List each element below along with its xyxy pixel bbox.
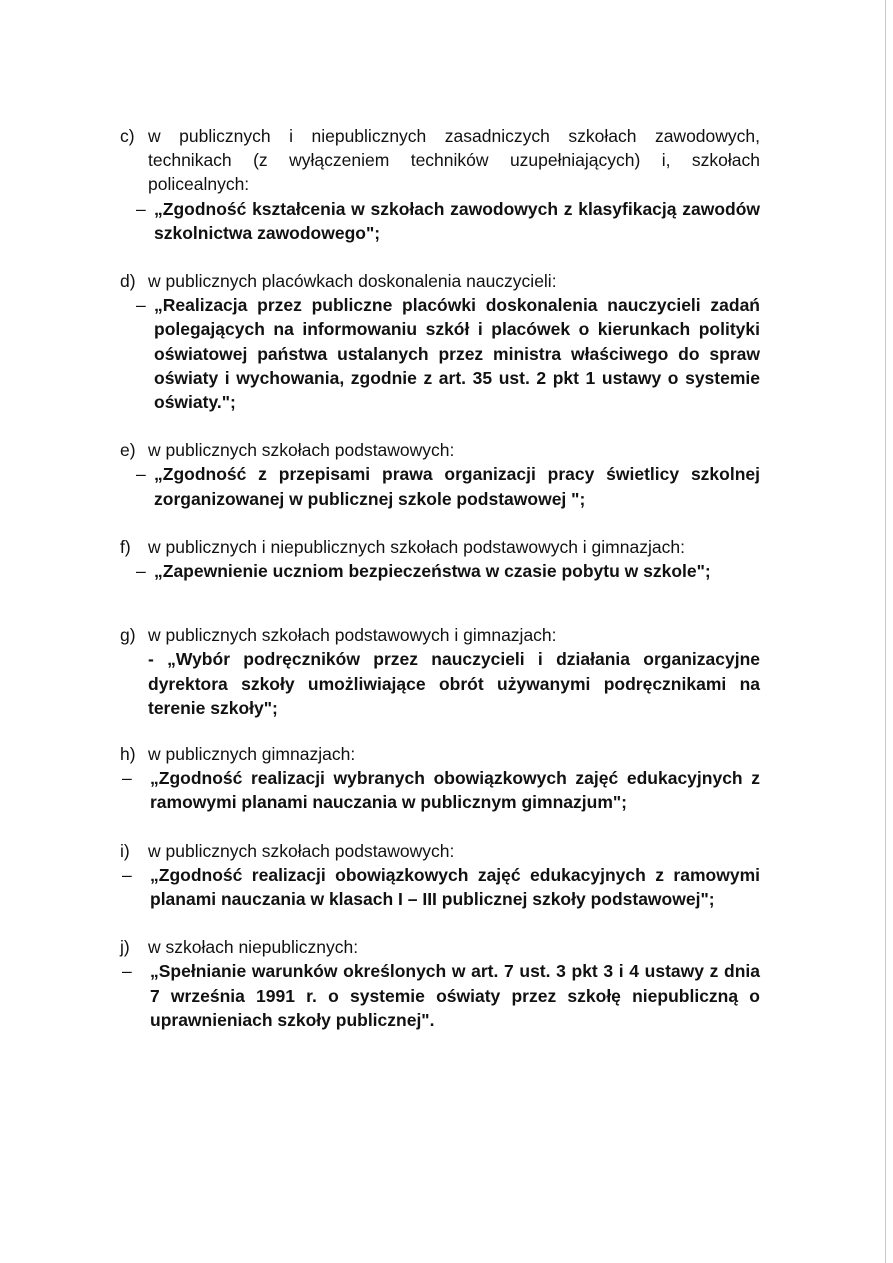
list-item-j [120, 935, 760, 1032]
scan-edge-line [885, 0, 886, 1263]
quote-text: „Wybór podręczników przez nauczycieli i działania organizacyjne dyrektora szkoły umożliwiające obrót używanymi podręcznikami na terenie szkoły"; [148, 649, 760, 718]
list-item-c [120, 124, 760, 245]
item-letter: j) [120, 937, 130, 958]
item-letter: c) [120, 126, 135, 146]
list-item-e [120, 438, 760, 511]
item-quote [120, 766, 760, 814]
item-letter: g) [120, 625, 136, 646]
item-letter: i) [120, 840, 130, 861]
item-intro: w publicznych i niepublicznych zasadniczych szkołach zawodowych, technikach (z wyłączeniem techników uzupełniających) i, szkołach policealnych: [148, 126, 760, 195]
quote-dash: – [122, 864, 132, 885]
item-intro: w publicznych gimnazjach: [148, 744, 356, 765]
item-head [120, 623, 760, 647]
list-item-f [120, 535, 760, 583]
item-head [120, 839, 760, 863]
quote-text: „Zapewnienie uczniom bezpieczeństwa w czasie pobytu w szkole"; [154, 561, 711, 582]
item-quote [120, 559, 760, 583]
item-head [120, 535, 760, 559]
item-intro: w publicznych szkołach podstawowych: [148, 840, 455, 861]
list-item-d [120, 269, 760, 414]
quote-text: „Zgodność realizacji wybranych obowiązkowych zajęć edukacyjnych z ramowymi planami nauczania w publicznym gimnazjum"; [150, 768, 760, 813]
item-letter: f) [120, 536, 131, 557]
list-item-g [120, 623, 760, 720]
item-head [120, 269, 760, 293]
quote-dash: – [136, 561, 146, 582]
item-letter: d) [120, 271, 136, 292]
quote-dash: – [136, 198, 146, 219]
item-intro: w publicznych i niepublicznych szkołach podstawowych i gimnazjach: [148, 536, 685, 557]
item-letter: e) [120, 440, 136, 461]
quote-text: „Zgodność realizacji obowiązkowych zajęć edukacyjnych z ramowymi planami nauczania w klasach I – III publicznej szkoły podstawowej"; [150, 864, 760, 910]
item-intro: w publicznych szkołach podstawowych: [148, 440, 455, 461]
item-head [120, 742, 760, 766]
item-quote [120, 647, 760, 720]
list-item-i [120, 839, 760, 912]
item-quote [120, 959, 760, 1032]
item-quote [120, 197, 760, 245]
quote-dash: – [122, 768, 132, 789]
item-letter: h) [120, 744, 136, 765]
item-quote [120, 863, 760, 911]
quote-text: „Zgodność z przepisami prawa organizacji pracy świetlicy szkolnej zorganizowanej w publicznej szkole podstawowej "; [154, 464, 760, 509]
quote-dash: – [136, 464, 146, 485]
quote-dash: – [122, 961, 132, 982]
item-head [120, 438, 760, 462]
item-head [120, 124, 760, 197]
document-body [120, 124, 760, 1056]
list-item-h [120, 742, 760, 815]
item-intro: w szkołach niepublicznych: [148, 937, 359, 958]
item-head [120, 935, 760, 959]
item-quote [120, 293, 760, 414]
quote-text: „Zgodność kształcenia w szkołach zawodowych z klasyfikacją zawodów szkolnictwa zawodowego"; [154, 198, 760, 243]
item-quote [120, 462, 760, 510]
quote-dash: - [148, 649, 154, 670]
quote-text: „Spełnianie warunków określonych w art. 7 ust. 3 pkt 3 i 4 ustawy z dnia 7 września 1991 r. o systemie oświaty przez szkołę niepubliczną o uprawnieniach szkoły publicznej". [150, 961, 760, 1030]
item-intro: w publicznych szkołach podstawowych i gimnazjach: [148, 625, 557, 646]
quote-dash: – [136, 295, 146, 316]
quote-text: „Realizacja przez publiczne placówki doskonalenia nauczycieli zadań polegających na informowaniu szkół i placówek o kierunkach polityki oświatowej państwa ustalanych przez ministra właściwego do spraw oświaty i wychowania, zgodnie z art. 35 ust. 2 pkt 1 ustawy o systemie oświaty."; [154, 295, 760, 413]
item-intro: w publicznych placówkach doskonalenia nauczycieli: [148, 271, 557, 292]
